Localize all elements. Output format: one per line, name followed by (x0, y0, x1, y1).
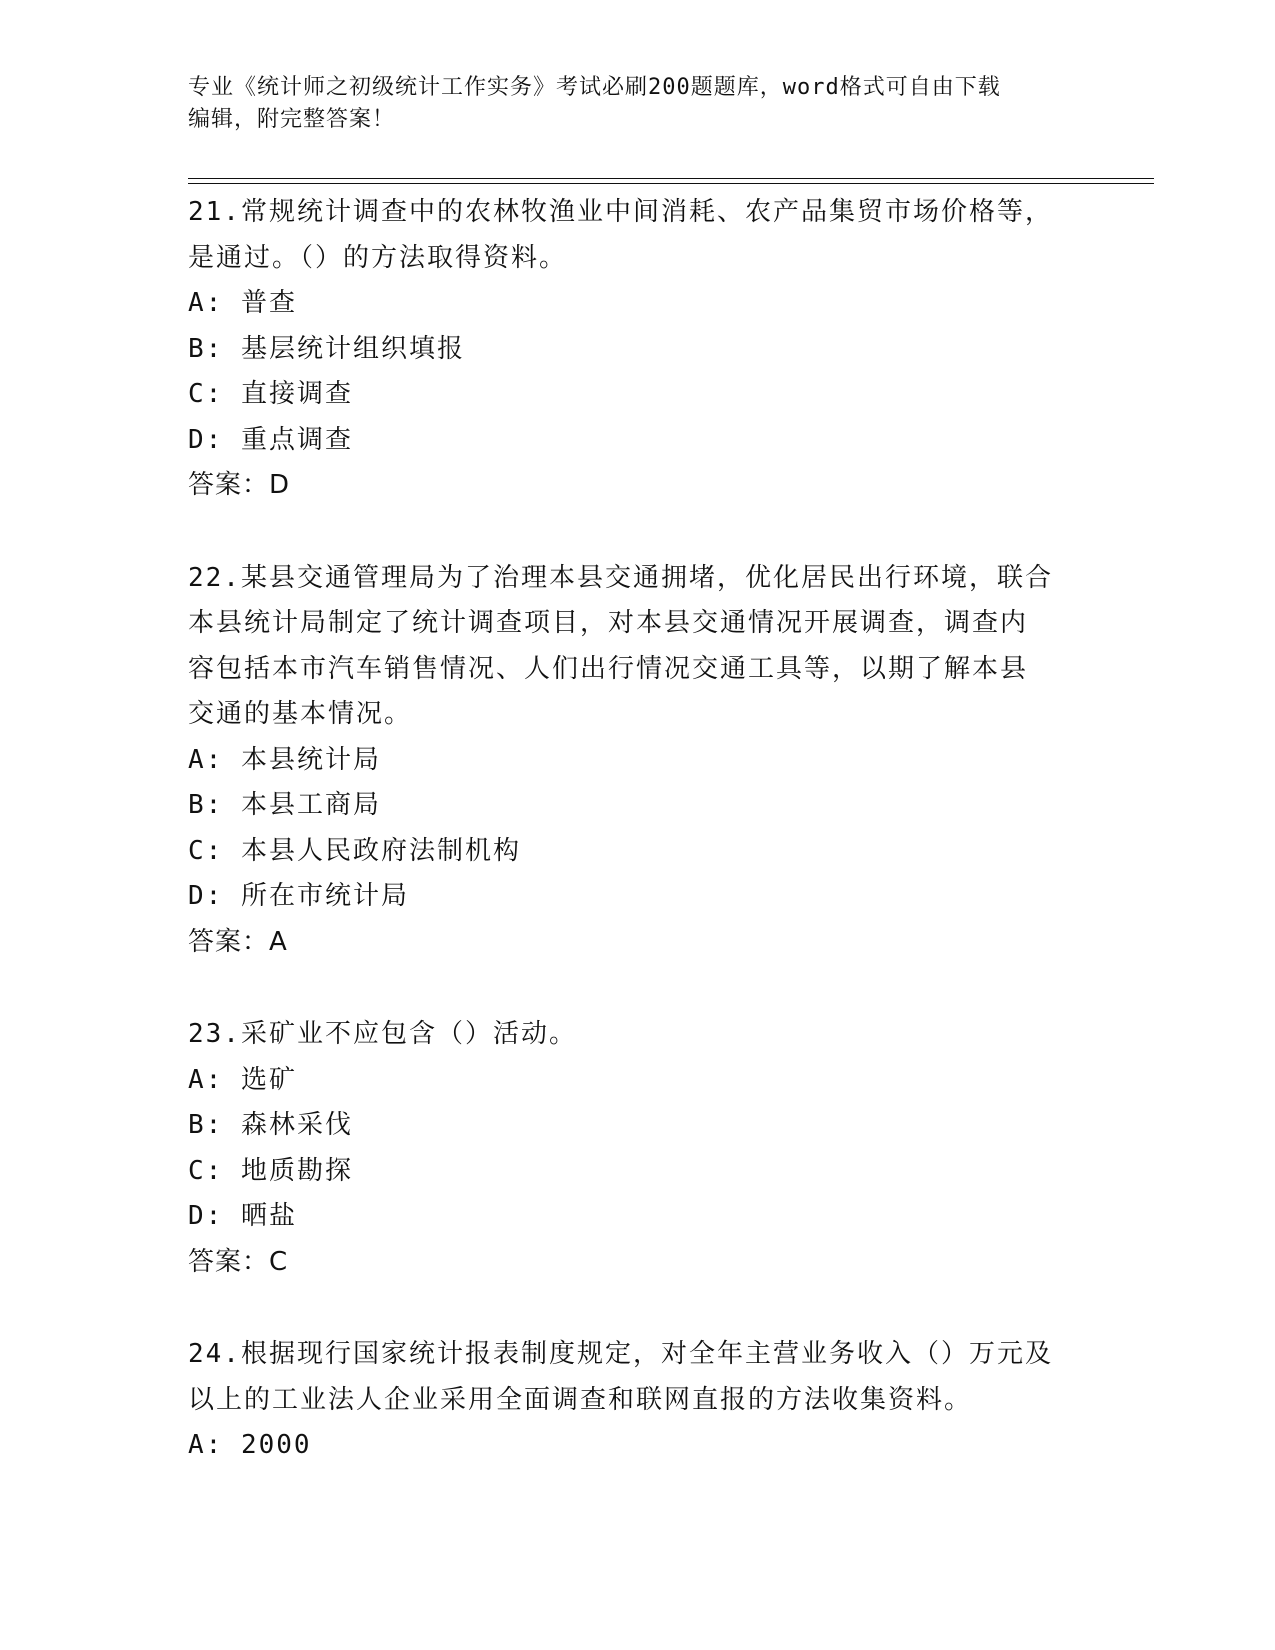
option-d: D: 重点调查 (188, 424, 353, 455)
option-b: B: 森林采伐 (188, 1110, 353, 1140)
question-stem-line: 22.某县交通管理局为了治理本县交通拥堵，优化居民出行环境，联合 (188, 562, 1053, 593)
answer-text: 答案：C (188, 1246, 289, 1277)
option-d: D: 所在市统计局 (188, 881, 409, 911)
header-line-2: 编辑，附完整答案！ (188, 107, 396, 132)
question-stem-line: 交通的基本情况。 (188, 699, 413, 729)
question-23 (188, 1012, 1088, 1285)
option-a: A: 选矿 (188, 1064, 297, 1095)
question-stem-line: 容包括本市汽车销售情况、人们出行情况交通工具等，以期了解本县 (188, 653, 1029, 684)
option-c: C: 本县人民政府法制机构 (188, 835, 521, 866)
answer-text: 答案：D (188, 470, 291, 500)
question-stem-line: 24.根据现行国家统计报表制度规定，对全年主营业务收入（）万元及 (188, 1339, 1053, 1369)
header-divider-top (188, 178, 1154, 179)
option-d: D: 晒盐 (188, 1201, 297, 1231)
question-stem-line: 21.常规统计调查中的农林牧渔业中间消耗、农产品集贸市场价格等， (188, 197, 1053, 227)
question-24 (188, 1332, 1088, 1469)
option-b: B: 基层统计组织填报 (188, 333, 465, 364)
option-c: C: 直接调查 (188, 379, 353, 409)
question-stem-line: 是通过。（）的方法取得资料。 (188, 242, 568, 273)
question-stem-line: 本县统计局制定了统计调查项目，对本县交通情况开展调查，调查内 (188, 608, 1029, 638)
question-21 (188, 190, 1088, 509)
header-divider-bottom (188, 183, 1154, 184)
option-a: A: 2000 (188, 1430, 312, 1460)
header-line-1: 专业《统计师之初级统计工作实务》考试必刷200题题库，word格式可自由下载 (188, 75, 1001, 100)
question-22 (188, 556, 1088, 966)
option-b: B: 本县工商局 (188, 790, 381, 820)
option-a: A: 本县统计局 (188, 744, 381, 775)
answer-text: 答案：A (188, 926, 288, 957)
question-stem-line: 23.采矿业不应包含（）活动。 (188, 1019, 577, 1049)
option-a: A: 普查 (188, 288, 297, 318)
document-header (188, 72, 1088, 136)
option-c: C: 地质勘探 (188, 1155, 353, 1186)
question-list (188, 190, 1088, 1516)
question-stem-line: 以上的工业法人企业采用全面调查和联网直报的方法收集资料。 (188, 1384, 973, 1415)
